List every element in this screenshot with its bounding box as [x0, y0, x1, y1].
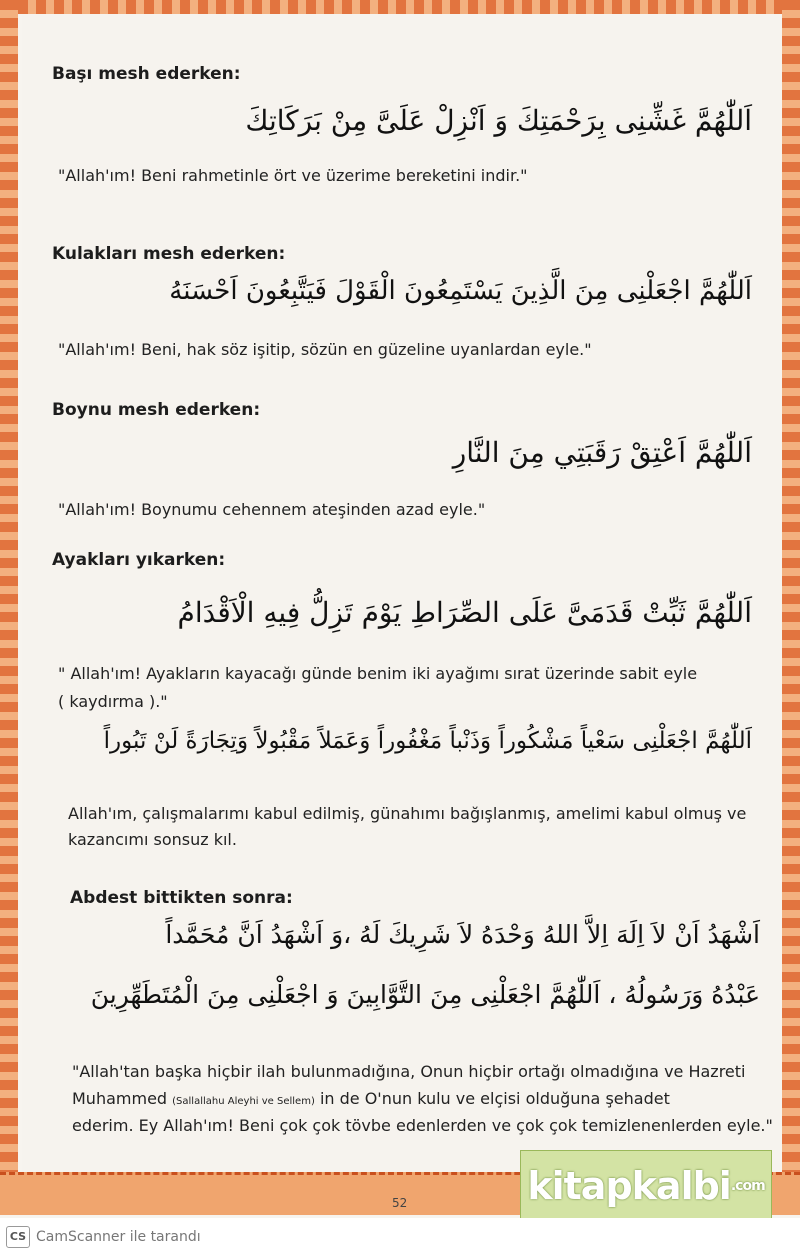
translation-ayak-line2: ( kaydırma )." [58, 692, 168, 711]
arabic-dua-ayak-2: اَللّٰهُمَّ اجْعَلْنِى سَعْياً مَشْكُوراً وَذَنْباً مَغْفُوراً وَعَمَلاً مَقْبُولاً وَتِجَارَةً لَنْ تَبُوراً [103, 728, 752, 754]
arabic-dua-ayak: اَللّٰهُمَّ ثَبِّتْ قَدَمَىَّ عَلَى الصِّرَاطِ يَوْمَ تَزِلُّ فِيهِ الْاَقْدَامُ [177, 596, 752, 629]
decorative-border-top [0, 0, 800, 14]
heading-bas-mesh: Başı mesh ederken: [52, 64, 241, 84]
logo-text: kitapkalbi [527, 1164, 731, 1208]
translation-ayak-line1: " Allah'ım! Ayakların kayacağı günde benim iki ayağımı sırat üzerinde sabit eyle [58, 664, 698, 683]
translation-abdest-line1: "Allah'tan başka hiçbir ilah bulunmadığına, Onun hiçbir ortağı olmadığına ve Hazreti [72, 1062, 746, 1081]
camscanner-icon: CS [6, 1226, 30, 1248]
logo-suffix: .com [730, 1178, 765, 1194]
translation-ayak2-line2: kazancımı sonsuz kıl. [68, 830, 237, 849]
translation-abdest-salawat: (Sallallahu Aleyhi ve Sellem) [172, 1096, 315, 1107]
kitapkalbi-logo [520, 1150, 772, 1222]
translation-abdest-line3: ederim. Ey Allah'ım! Beni çok çok tövbe edenlerden ve çok çok temizlenenlerden eyle." [72, 1116, 773, 1135]
translation-kulak: "Allah'ım! Beni, hak söz işitip, sözün en güzeline uyanlardan eyle." [58, 340, 592, 359]
heading-ayak-yikama: Ayakları yıkarken: [52, 550, 226, 570]
arabic-dua-kulak: اَللّٰهُمَّ اجْعَلْنِى مِنَ الَّذِينَ يَسْتَمِعُونَ الْقَوْلَ فَيَتَّبِعُونَ اَحْسَنَهُ [169, 276, 752, 306]
translation-boyun: "Allah'ım! Boynumu cehennem ateşinden azad eyle." [58, 500, 486, 519]
decorative-border-right [782, 0, 800, 1205]
scanner-caption: CamScanner ile tarandı [36, 1228, 201, 1245]
translation-ayak2-line1: Allah'ım, çalışmalarımı kabul edilmiş, günahımı bağışlanmış, amelimi kabul olmuş ve [68, 804, 747, 823]
scanner-footer [0, 1218, 800, 1255]
arabic-dua-bas: اَللّٰهُمَّ غَشِّنِى بِرَحْمَتِكَ وَ اَنْزِلْ عَلَىَّ مِنْ بَرَكَاتِكَ [245, 104, 752, 137]
translation-bas: "Allah'ım! Beni rahmetinle ört ve üzerime bereketini indir." [58, 166, 528, 185]
heading-kulak-mesh: Kulakları mesh ederken: [52, 244, 286, 264]
arabic-kelime-sehadet-line2: عَبْدُهُ وَرَسُولُهُ ، اَللّٰهُمَّ اجْعَلْنِى مِنَ التَّوَّابِينَ وَ اجْعَلْنِى مِنَ الْمُتَطَهِّرِينَ [90, 980, 760, 1009]
heading-abdest-sonrasi: Abdest bittikten sonra: [70, 888, 293, 908]
arabic-kelime-sehadet-line1: اَشْهَدُ اَنْ لاَ اِلَهَ اِلاَّ اللهُ وَحْدَهُ لاَ شَرِيكَ لَهُ ،وَ اَشْهَدُ اَنَّ مُحَمَّداً [165, 920, 760, 949]
heading-boyun-mesh: Boynu mesh ederken: [52, 400, 261, 420]
page-number: 52 [392, 1196, 408, 1210]
arabic-dua-boyun: اَللّٰهُمَّ اَعْتِقْ رَقَبَتِي مِنَ النَّارِ [452, 436, 752, 469]
translation-abdest-name: Muhammed [72, 1089, 168, 1108]
translation-abdest-rest: in de O'nun kulu ve elçisi olduğuna şehadet [319, 1089, 670, 1108]
translation-abdest-line2 [72, 1085, 670, 1115]
decorative-border-left [0, 0, 18, 1205]
